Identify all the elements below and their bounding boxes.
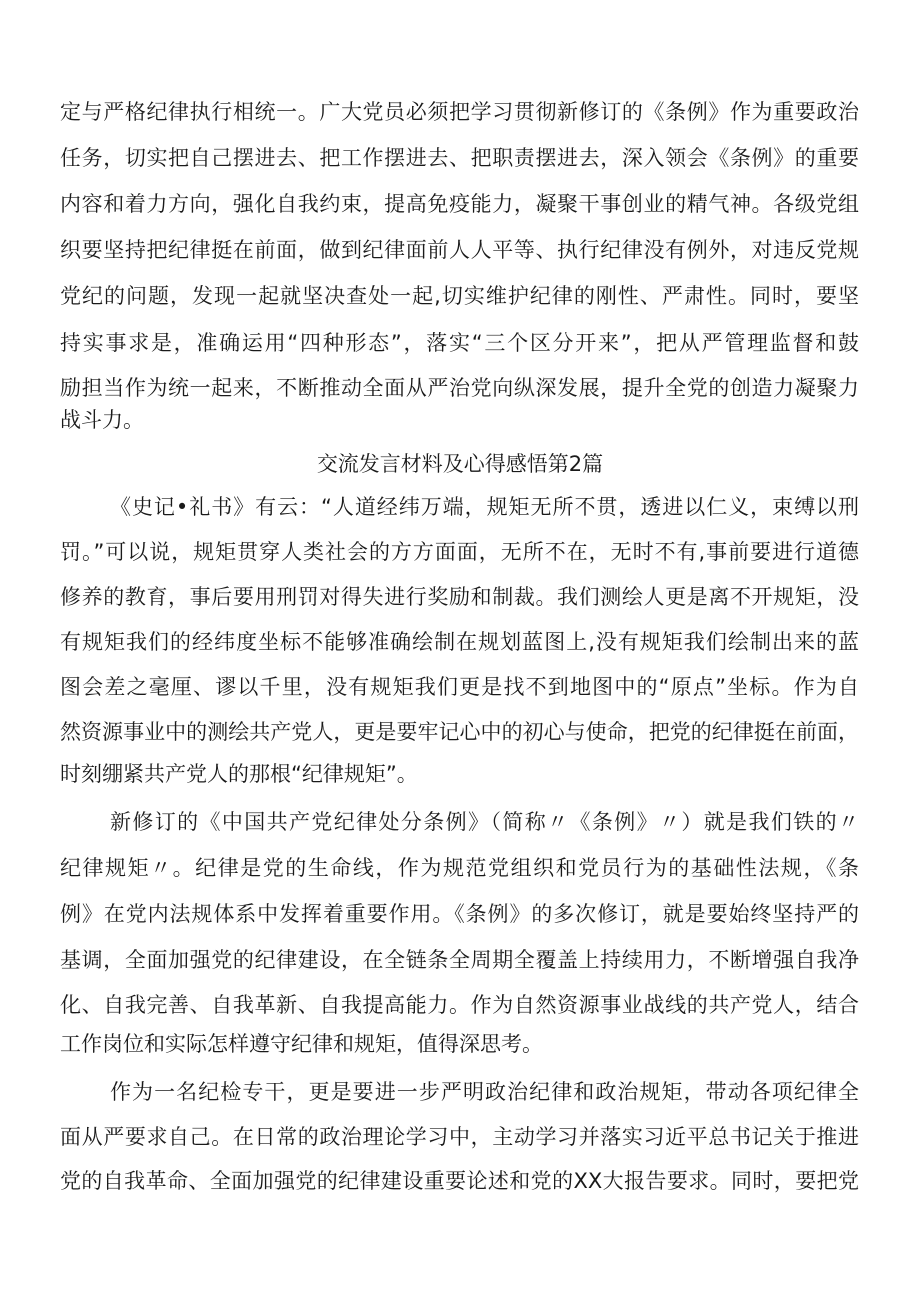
paragraph-3-line-2: 纪律规矩〃。纪律是党的生命线，作为规范党组织和党员行为的基础性法规，《条: [60, 856, 859, 880]
paragraph-2-line-1: 《史记•礼书》有云：“人道经纬万端，规矩无所不贯，透进以仁义，束缚以刑: [110, 495, 859, 519]
paragraph-1-line-3: 内容和着力方向，强化自我约束，提高免疫能力，凝聚干事创业的精气神。各级党组: [60, 192, 859, 216]
paragraph-2-line-2: 罚。”可以说，规矩贯穿人类社会的方方面面，无所不在，无时不有,事前要进行道德: [60, 540, 859, 564]
paragraph-3-line-5: 化、自我完善、自我革新、自我提高能力。作为自然资源事业战线的共产党人，结合: [60, 993, 859, 1017]
paragraph-1-line-1: 定与严格纪律执行相统一。广大党员必须把学习贯彻新修订的《条例》作为重要政治: [60, 100, 859, 124]
paragraph-4-line-1: 作为一名纪检专干，更是要进一步严明政治纪律和政治规矩，带动各项纪律全: [110, 1080, 859, 1104]
paragraph-2-line-5: 图会差之毫厘、谬以千里，没有规矩我们更是找不到地图中的“原点”坐标。作为自: [60, 675, 859, 699]
paragraph-3-line-6: 工作岗位和实际怎样遵守纪律和规矩，值得深思考。: [60, 1032, 543, 1056]
paragraph-4-line-3: 党的自我革命、全面加强党的纪律建设重要论述和党的XX大报告要求。同时，要把党: [60, 1169, 859, 1193]
paragraph-1-line-7: 励担当作为统一起来，不断推动全面从严治党向纵深发展，提升全党的创造力凝聚力: [60, 376, 859, 400]
paragraph-3-line-4: 基调，全面加强党的纪律建设，在全链条全周期全覆盖上持续用力，不断增强自我净: [60, 948, 859, 972]
paragraph-1-line-2: 任务，切实把自己摆进去、把工作摆进去、把职责摆进去，深入领会《条例》的重要: [60, 146, 859, 170]
paragraph-2-line-4: 有规矩我们的经纬度坐标不能够准确绘制在规划蓝图上,没有规矩我们绘制出来的蓝: [60, 630, 859, 654]
section-title: 交流发言材料及心得感悟第2篇: [316, 452, 604, 476]
paragraph-2-line-6: 然资源事业中的测绘共产党人，更是要牢记心中的初心与使命，把党的纪律挺在前面，: [60, 720, 859, 744]
paragraph-1-line-6: 持实事求是，准确运用“四种形态”，落实“三个区分开来”，把从严管理监督和鼓: [60, 331, 859, 355]
paragraph-2-line-7: 时刻绷紧共产党人的那根“纪律规矩”。: [60, 762, 418, 786]
paragraph-1-line-8: 战斗力。: [60, 408, 144, 432]
paragraph-4-line-2: 面从严要求自己。在日常的政治理论学习中，主动学习并落实习近平总书记关于推进: [60, 1125, 859, 1149]
paragraph-3-line-1: 新修订的《中国共产党纪律处分条例》（简称〃《条例》〃）就是我们铁的〃: [110, 810, 859, 834]
paragraph-1-line-5: 党纪的问题，发现一起就坚决查处一起,切实维护纪律的刚性、严肃性。同时，要坚: [60, 284, 859, 308]
paragraph-1-line-4: 织要坚持把纪律挺在前面，做到纪律面前人人平等、执行纪律没有例外，对违反党规: [60, 238, 859, 262]
paragraph-3-line-3: 例》在党内法规体系中发挥着重要作用。《条例》的多次修订，就是要始终坚持严的: [60, 902, 859, 926]
paragraph-2-line-3: 修养的教育，事后要用刑罚对得失进行奖励和制裁。我们测绘人更是离不开规矩，没: [60, 585, 859, 609]
